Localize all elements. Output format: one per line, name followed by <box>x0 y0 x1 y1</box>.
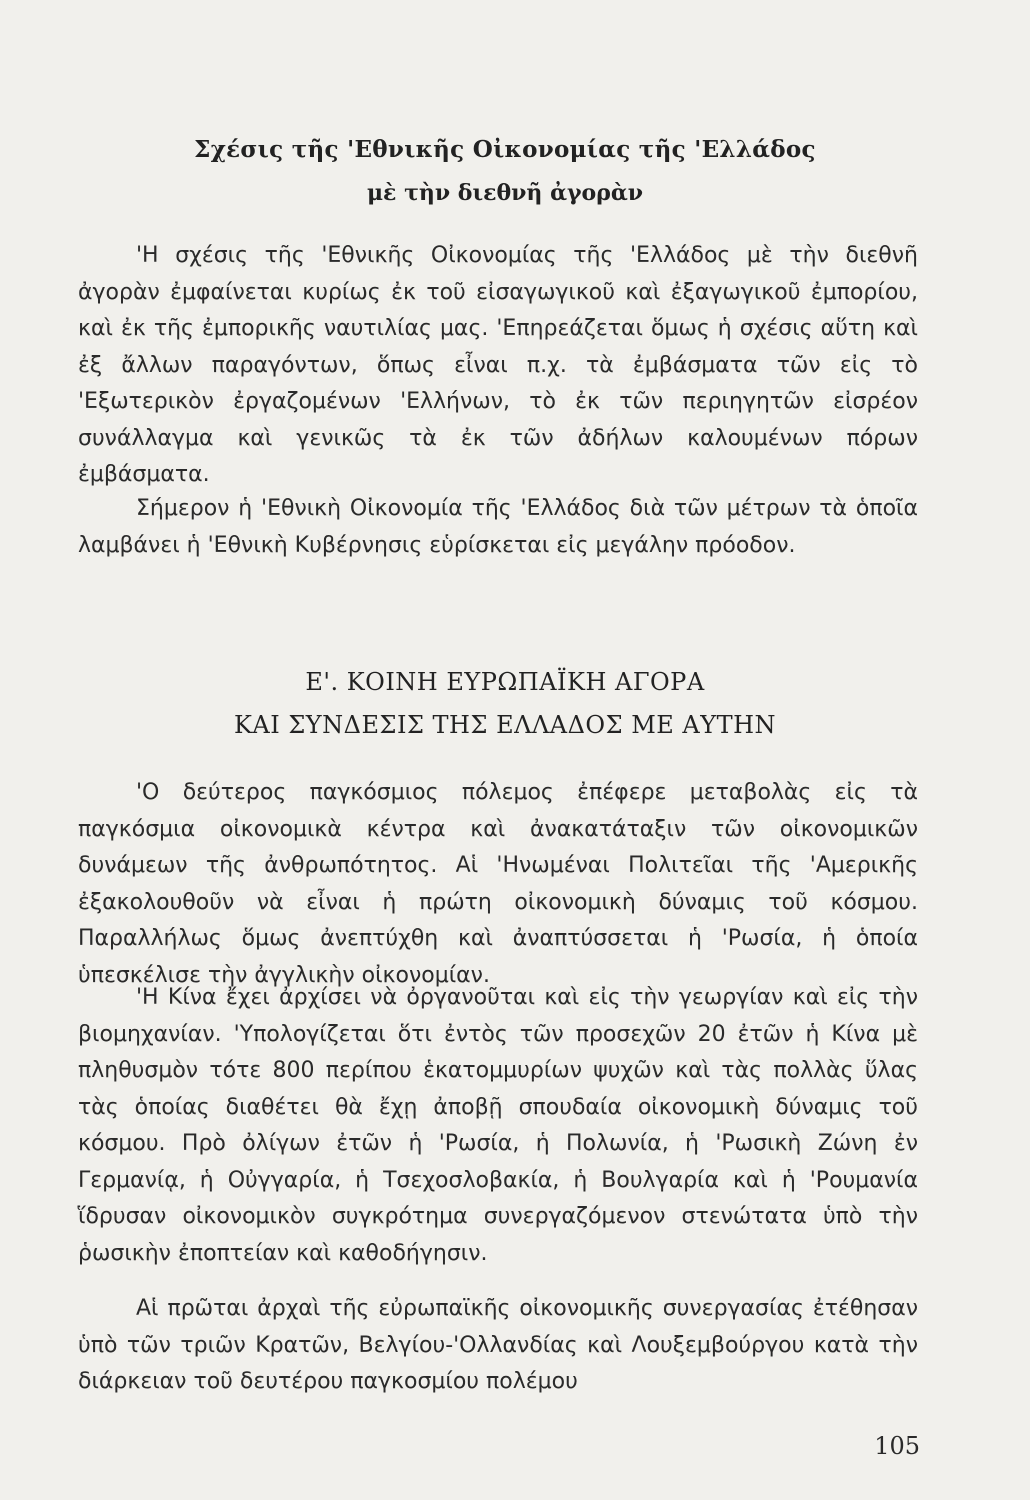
paragraph-2: Σήμερον ἡ 'Εθνικὴ Οἰκονομία τῆς 'Ελλάδος διὰ τῶν μέτρων τὰ ὁποῖα λαμβάνει ἡ 'Εθνικὴ Κυβέρνησις εὑρίσκεται εἰς μεγάλην πρόοδον. <box>78 496 918 558</box>
paragraph-1: 'Η σχέσις τῆς 'Εθνικῆς Οἰκονομίας τῆς 'Ελλάδος μὲ τὴν διεθνῆ ἀγορὰν ἐμφαίνεται κυρίως ἐκ τοῦ εἰσαγωγικοῦ καὶ ἐξαγωγικοῦ ἐμπορίου, καὶ ἐκ τῆς ἐμπορικῆς ναυτιλίας μας. 'Επηρεάζεται ὅμως ἡ σχέσις αὕτη καὶ ἐξ ἄλλων παραγόντων, ὅπως εἶναι π.χ. τὰ ἐμβάσματα τῶν εἰς τὸ 'Εξωτερικὸν ἐργαζομένων 'Ελλήνων, τὸ ἐκ τῶν περιηγητῶν εἰσρέον συνάλλαγμα καὶ γενικῶς τὰ ἐκ τῶν ἀδήλων καλουμένων πόρων ἐμβάσματα. <box>78 243 918 487</box>
paragraph-4: 'Η Κίνα ἔχει ἀρχίσει νὰ ὀργανοῦται καὶ εἰς τὴν γεωργίαν καὶ εἰς τὴν βιομηχανίαν. 'Υπολογίζεται ὅτι ἐντὸς τῶν προσεχῶν 20 ἐτῶν ἡ Κίνα μὲ πληθυσμὸν τότε 800 περίπου ἑκατομμυρίων ψυχῶν καὶ τὰς πολλὰς ὕλας τὰς ὁποίας διαθέτει θὰ ἔχῃ ἀποβῇ σπουδαία οἰκονομικὴ δύναμις τοῦ κόσμου. Πρὸ ὀλίγων ἐτῶν ἡ 'Ρωσία, ἡ Πολωνία, ἡ 'Ρωσικὴ Ζώνη ἐν Γερμανίᾳ, ἡ Οὐγγαρία, ἡ Τσεχοσλοβακία, ἡ Βουλγαρία καὶ ἡ 'Ρουμανία ἵδρυσαν οἰκονομικὸν συγκρότημα συνεργαζόμενον στενώτατα ὑπὸ τὴν ῥωσικὴν ἐποπτείαν καὶ καθοδήγησιν. <box>78 985 918 1266</box>
chapter-title-line-1: Ε'. ΚΟΙΝΗ ΕΥΡΩΠΑΪΚΗ ΑΓΟΡΑ <box>305 668 705 696</box>
page-number: 105 <box>874 1432 920 1460</box>
paragraph-5: Αἱ πρῶται ἀρχαὶ τῆς εὐρωπαϊκῆς οἰκονομικῆς συνεργασίας ἐτέθησαν ὑπὸ τῶν τριῶν Κρατῶν, Βελγίου-'Ολλανδίας καὶ Λουξεμβούργου κατὰ τὴν διάρκειαν τοῦ δευτέρου παγκοσμίου πολέμου <box>78 1296 918 1394</box>
chapter-title-line-2: ΚΑΙ ΣΥΝΔΕΣΙΣ ΤΗΣ ΕΛΛΑΔΟΣ ΜΕ ΑΥΤΗΝ <box>233 711 777 739</box>
section-title-line-1: Σχέσις τῆς 'Εθνικῆς Οἰκονομίας τῆς 'Ελλάδος <box>194 136 816 163</box>
paragraph-3: 'Ο δεύτερος παγκόσμιος πόλεμος ἐπέφερε μεταβολὰς εἰς τὰ παγκόσμια οἰκονομικὰ κέντρα καὶ ἀνακατάταξιν τῶν οἰκονομικῶν δυνάμεων τῆς ἀνθρωπότητος. Αἱ 'Ηνωμέναι Πολιτεῖαι τῆς 'Αμερικῆς ἐξακολουθοῦν νὰ εἶναι ἡ πρώτη οἰκονομικὴ δύναμις τοῦ κόσμου. Παραλλήλως ὅμως ἀνεπτύχθη καὶ ἀναπτύσσεται ἡ 'Ρωσία, ἡ ὁποία ὑπεσκέλισε τὴν ἀγγλικὴν οἰκονομίαν. <box>78 780 918 988</box>
section-title-line-2: μὲ τὴν διεθνῆ ἀγορὰν <box>366 180 644 206</box>
